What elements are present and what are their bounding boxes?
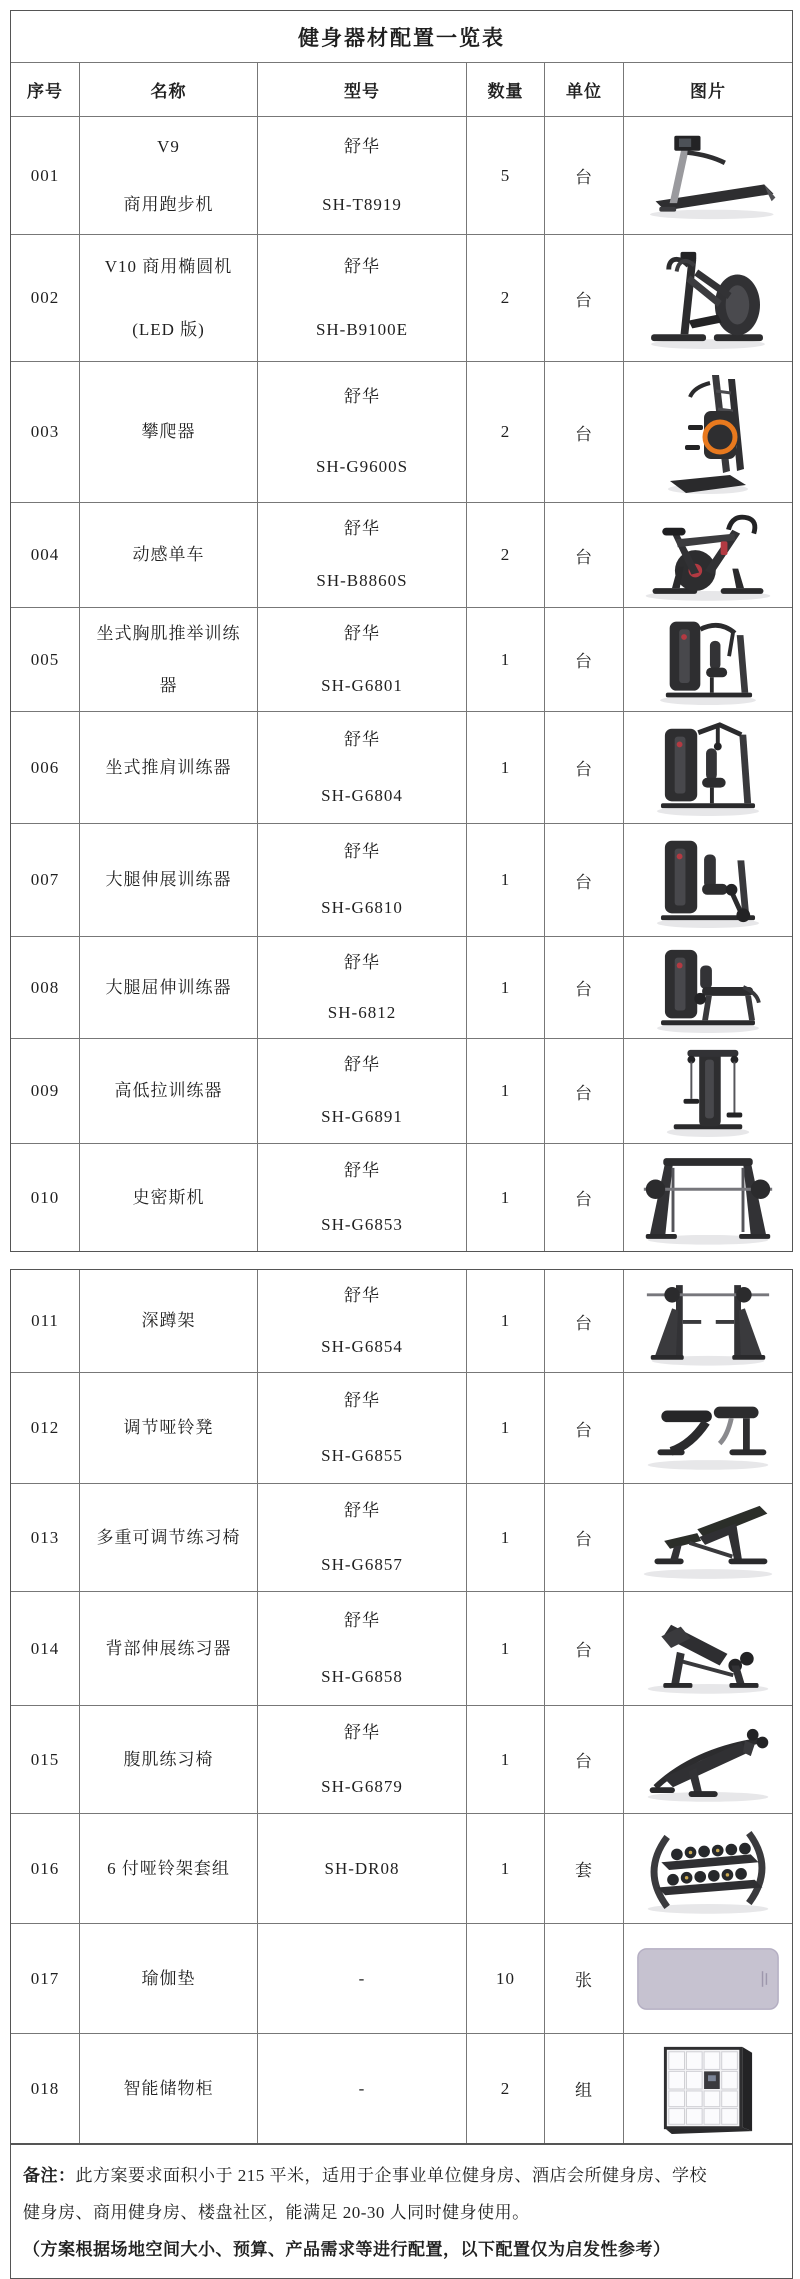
elliptical-image bbox=[643, 246, 773, 350]
equipment-name: 腹肌练习椅 bbox=[123, 1749, 214, 1769]
model-cell bbox=[257, 1270, 466, 1372]
unit-value: 台 bbox=[575, 168, 593, 187]
name-cell bbox=[79, 1484, 257, 1591]
equipment-name: 背部伸展练习器 bbox=[105, 1638, 232, 1658]
unit-cell bbox=[544, 608, 623, 711]
picture-cell bbox=[623, 1814, 792, 1923]
serial-cell bbox=[11, 1592, 79, 1705]
quantity-cell bbox=[466, 1039, 544, 1143]
table-row-018 bbox=[11, 2033, 792, 2143]
name-cell bbox=[79, 1039, 257, 1143]
table-row-008 bbox=[11, 936, 792, 1038]
model-number: 舒华 bbox=[344, 387, 380, 407]
model-number: SH-G6810 bbox=[321, 898, 403, 918]
name-cell bbox=[79, 2034, 257, 2143]
quantity-value: 1 bbox=[500, 649, 511, 669]
squat-rack-image bbox=[643, 1275, 773, 1367]
quantity-cell bbox=[466, 1924, 544, 2033]
quantity-value: 1 bbox=[500, 1638, 511, 1658]
table-row-010 bbox=[11, 1143, 792, 1251]
serial-number: 014 bbox=[30, 1638, 60, 1658]
unit-value: 台 bbox=[575, 1641, 593, 1660]
unit-value: 台 bbox=[575, 872, 593, 892]
serial-cell bbox=[11, 2034, 79, 2143]
serial-number: 004 bbox=[30, 545, 60, 564]
picture-cell bbox=[623, 2034, 792, 2143]
serial-cell bbox=[11, 1144, 79, 1251]
climber-image bbox=[662, 369, 754, 495]
notes-label: 备注： bbox=[23, 2166, 76, 2185]
leg-extension-image bbox=[649, 831, 767, 929]
picture-cell bbox=[623, 117, 792, 234]
table-row-013 bbox=[11, 1483, 792, 1591]
unit-cell bbox=[544, 1039, 623, 1143]
notes-text-1: 此方案要求面积小于 215 平米，适用于企事业单位健身房、酒店会所健身房、学校 bbox=[75, 2166, 707, 2185]
table-row-016 bbox=[11, 1813, 792, 1923]
serial-number: 011 bbox=[31, 1311, 59, 1330]
name-cell bbox=[79, 1924, 257, 2033]
name-cell bbox=[79, 235, 257, 361]
unit-cell bbox=[544, 937, 623, 1038]
column-header-quantity: 数量 bbox=[466, 63, 544, 116]
model-number: SH-G6855 bbox=[321, 1445, 403, 1465]
quantity-cell bbox=[466, 824, 544, 936]
picture-cell bbox=[623, 1270, 792, 1372]
picture-cell bbox=[623, 608, 792, 711]
quantity-value: 5 bbox=[500, 165, 511, 185]
unit-cell bbox=[544, 1924, 623, 2033]
model-number: SH-G6857 bbox=[321, 1554, 403, 1574]
picture-cell bbox=[623, 1706, 792, 1813]
model-cell bbox=[257, 1373, 466, 1483]
unit-value: 台 bbox=[575, 547, 593, 567]
name-cell bbox=[79, 937, 257, 1038]
serial-cell bbox=[11, 1039, 79, 1143]
back-extension-image bbox=[638, 1603, 778, 1695]
quantity-value: 1 bbox=[500, 757, 511, 777]
spin-bike-image bbox=[635, 508, 781, 602]
notes-line-1 bbox=[23, 2157, 780, 2194]
picture-cell bbox=[623, 1592, 792, 1705]
serial-number: 015 bbox=[30, 1749, 60, 1769]
model-number: SH-G6891 bbox=[321, 1107, 403, 1127]
unit-cell bbox=[544, 1592, 623, 1705]
unit-value: 台 bbox=[575, 290, 593, 310]
picture-cell bbox=[623, 503, 792, 607]
model-number: 舒华 bbox=[344, 1285, 380, 1305]
quantity-cell bbox=[466, 1484, 544, 1591]
model-number: 舒华 bbox=[344, 624, 380, 644]
name-cell bbox=[79, 117, 257, 234]
unit-value: 台 bbox=[575, 980, 593, 999]
model-number: - bbox=[358, 2078, 366, 2098]
table-row-011 bbox=[11, 1270, 792, 1372]
equipment-name: 智能储物柜 bbox=[123, 2078, 214, 2098]
picture-cell bbox=[623, 362, 792, 502]
model-cell bbox=[257, 1706, 466, 1813]
unit-value: 台 bbox=[575, 1752, 593, 1771]
unit-cell bbox=[544, 117, 623, 234]
quantity-cell bbox=[466, 117, 544, 234]
equipment-name: (LED 版) bbox=[132, 319, 205, 339]
quantity-value: 1 bbox=[500, 870, 511, 889]
quantity-value: 1 bbox=[500, 1418, 511, 1437]
serial-cell bbox=[11, 1706, 79, 1813]
quantity-value: 2 bbox=[500, 288, 511, 307]
unit-cell bbox=[544, 1270, 623, 1372]
serial-cell bbox=[11, 1484, 79, 1591]
picture-cell bbox=[623, 1144, 792, 1251]
serial-number: 008 bbox=[30, 977, 60, 997]
unit-cell bbox=[544, 235, 623, 361]
unit-value: 台 bbox=[575, 652, 593, 671]
flat-bench-image bbox=[638, 1385, 778, 1471]
serial-cell bbox=[11, 824, 79, 936]
unit-cell bbox=[544, 2034, 623, 2143]
locker-image bbox=[656, 2041, 760, 2137]
model-number: 舒华 bbox=[344, 256, 380, 276]
model-number: 舒华 bbox=[344, 1610, 380, 1630]
page-title: 健身器材配置一览表 bbox=[11, 11, 792, 63]
unit-cell bbox=[544, 1484, 623, 1591]
model-number: 舒华 bbox=[344, 1390, 380, 1410]
serial-cell bbox=[11, 117, 79, 234]
picture-cell bbox=[623, 1373, 792, 1483]
ab-bench-image bbox=[638, 1717, 778, 1803]
equipment-name: 史密斯机 bbox=[132, 1187, 205, 1207]
model-number: 舒华 bbox=[344, 952, 380, 972]
model-number: SH-G6804 bbox=[321, 785, 403, 805]
serial-cell bbox=[11, 1270, 79, 1372]
unit-cell bbox=[544, 712, 623, 823]
quantity-cell bbox=[466, 503, 544, 607]
unit-value: 台 bbox=[575, 1083, 593, 1103]
serial-number: 012 bbox=[30, 1418, 60, 1437]
serial-number: 002 bbox=[30, 288, 60, 307]
unit-value: 台 bbox=[575, 1190, 593, 1209]
unit-cell bbox=[544, 362, 623, 502]
table-body-part-2 bbox=[11, 1270, 792, 2143]
name-cell bbox=[79, 1144, 257, 1251]
unit-value: 台 bbox=[575, 424, 593, 444]
quantity-value: 1 bbox=[500, 1187, 511, 1207]
quantity-cell bbox=[466, 362, 544, 502]
notes-box bbox=[10, 2144, 793, 2279]
table-row-017 bbox=[11, 1923, 792, 2033]
equipment-name: 坐式胸肌推举训练 bbox=[96, 624, 241, 644]
model-number: SH-T8919 bbox=[322, 195, 402, 215]
quantity-value: 1 bbox=[500, 1858, 511, 1878]
table-body-part-1 bbox=[11, 116, 792, 1251]
name-cell bbox=[79, 1706, 257, 1813]
model-cell bbox=[257, 1144, 466, 1251]
serial-number: 018 bbox=[30, 2078, 60, 2098]
serial-number: 013 bbox=[30, 1527, 60, 1547]
table-section-gap bbox=[10, 1252, 793, 1269]
equipment-configuration-document bbox=[10, 10, 793, 2279]
quantity-value: 1 bbox=[500, 977, 511, 997]
table-row-007 bbox=[11, 823, 792, 936]
serial-cell bbox=[11, 503, 79, 607]
quantity-value: 1 bbox=[500, 1081, 511, 1100]
model-number: SH-DR08 bbox=[324, 1858, 400, 1878]
equipment-name: 大腿伸展训练器 bbox=[105, 870, 232, 890]
name-cell bbox=[79, 1592, 257, 1705]
quantity-cell bbox=[466, 1270, 544, 1372]
equipment-name: 大腿屈伸训练器 bbox=[105, 977, 232, 997]
equipment-name: 6 付哑铃架套组 bbox=[107, 1858, 230, 1878]
yoga-mat-image bbox=[633, 1942, 783, 2016]
equipment-name: 坐式推肩训练器 bbox=[105, 757, 232, 777]
serial-cell bbox=[11, 712, 79, 823]
model-number: 舒华 bbox=[344, 1161, 380, 1181]
model-cell bbox=[257, 824, 466, 936]
model-number: SH-G6879 bbox=[321, 1776, 403, 1796]
model-number: 舒华 bbox=[344, 1055, 380, 1075]
column-header-unit: 单位 bbox=[544, 63, 623, 116]
quantity-cell bbox=[466, 1706, 544, 1813]
hi-lo-pulley-image bbox=[660, 1044, 756, 1138]
model-number: SH-G6858 bbox=[321, 1667, 403, 1687]
table-row-002 bbox=[11, 234, 792, 361]
name-cell bbox=[79, 608, 257, 711]
model-number: 舒华 bbox=[344, 730, 380, 750]
model-number: 舒华 bbox=[344, 842, 380, 862]
equipment-name: 器 bbox=[159, 675, 178, 695]
quantity-value: 2 bbox=[500, 422, 511, 441]
column-header-serial: 序号 bbox=[27, 82, 63, 101]
model-number: SH-G9600S bbox=[315, 457, 409, 477]
name-cell bbox=[79, 824, 257, 936]
serial-cell bbox=[11, 1814, 79, 1923]
model-cell bbox=[257, 1039, 466, 1143]
quantity-cell bbox=[466, 608, 544, 711]
equipment-name: 调节哑铃凳 bbox=[123, 1418, 214, 1438]
dumbbell-rack-image bbox=[638, 1823, 778, 1915]
model-number: SH-G6853 bbox=[321, 1214, 403, 1234]
model-number: SH-G6854 bbox=[321, 1336, 403, 1356]
unit-value: 台 bbox=[575, 1530, 593, 1549]
picture-cell bbox=[623, 937, 792, 1038]
leg-curl-image bbox=[649, 942, 767, 1034]
serial-cell bbox=[11, 1373, 79, 1483]
name-cell bbox=[79, 1373, 257, 1483]
column-header-picture: 图片 bbox=[623, 63, 792, 116]
model-cell bbox=[257, 235, 466, 361]
picture-cell bbox=[623, 1484, 792, 1591]
model-number: 舒华 bbox=[344, 1501, 380, 1521]
quantity-cell bbox=[466, 712, 544, 823]
quantity-value: 2 bbox=[500, 2078, 511, 2098]
model-cell bbox=[257, 1814, 466, 1923]
unit-cell bbox=[544, 1706, 623, 1813]
model-cell bbox=[257, 1484, 466, 1591]
model-number: SH-B9100E bbox=[315, 319, 409, 339]
model-cell bbox=[257, 2034, 466, 2143]
unit-value: 台 bbox=[575, 1313, 593, 1333]
model-cell bbox=[257, 608, 466, 711]
unit-cell bbox=[544, 1373, 623, 1483]
unit-value: 张 bbox=[575, 1971, 593, 1990]
model-cell bbox=[257, 937, 466, 1038]
serial-number: 016 bbox=[30, 1858, 60, 1878]
equipment-name: 攀爬器 bbox=[141, 422, 196, 442]
picture-cell bbox=[623, 824, 792, 936]
shoulder-press-image bbox=[649, 719, 767, 817]
table-row-003 bbox=[11, 361, 792, 502]
serial-number: 001 bbox=[30, 165, 60, 185]
serial-number: 010 bbox=[30, 1187, 60, 1207]
equipment-name: 商用跑步机 bbox=[123, 195, 214, 215]
serial-cell bbox=[11, 937, 79, 1038]
serial-number: 009 bbox=[30, 1081, 60, 1100]
equipment-name: 瑜伽垫 bbox=[141, 1968, 196, 1988]
equipment-name: V10 商用椭圆机 bbox=[104, 256, 233, 276]
unit-value: 套 bbox=[575, 1861, 593, 1880]
table-row-012 bbox=[11, 1372, 792, 1483]
table-row-001 bbox=[11, 116, 792, 234]
model-number: - bbox=[358, 1968, 366, 1988]
unit-value: 台 bbox=[575, 1420, 593, 1440]
equipment-name: 深蹲架 bbox=[141, 1311, 196, 1331]
picture-cell bbox=[623, 1924, 792, 2033]
unit-cell bbox=[544, 1144, 623, 1251]
equipment-name: 多重可调节练习椅 bbox=[96, 1527, 241, 1547]
model-cell bbox=[257, 1924, 466, 2033]
quantity-cell bbox=[466, 1373, 544, 1483]
unit-cell bbox=[544, 503, 623, 607]
table-row-014 bbox=[11, 1591, 792, 1705]
model-cell bbox=[257, 1592, 466, 1705]
unit-value: 组 bbox=[575, 2081, 593, 2100]
table-row-009 bbox=[11, 1038, 792, 1143]
quantity-value: 1 bbox=[500, 1527, 511, 1547]
quantity-cell bbox=[466, 937, 544, 1038]
quantity-cell bbox=[466, 1592, 544, 1705]
serial-cell bbox=[11, 362, 79, 502]
equipment-name: 高低拉训练器 bbox=[114, 1081, 223, 1101]
quantity-value: 2 bbox=[500, 545, 511, 564]
column-header-name: 名称 bbox=[79, 63, 257, 116]
serial-number: 005 bbox=[30, 649, 60, 669]
model-number: 舒华 bbox=[344, 136, 380, 156]
serial-cell bbox=[11, 235, 79, 361]
quantity-value: 1 bbox=[500, 1311, 511, 1330]
name-cell bbox=[79, 712, 257, 823]
model-number: 舒华 bbox=[344, 519, 380, 539]
column-header-model: 型号 bbox=[257, 63, 466, 116]
quantity-cell bbox=[466, 1144, 544, 1251]
serial-number: 017 bbox=[30, 1968, 60, 1988]
model-number: SH-B8860S bbox=[316, 571, 408, 591]
model-cell bbox=[257, 503, 466, 607]
model-number: SH-6812 bbox=[327, 1003, 397, 1023]
unit-cell bbox=[544, 824, 623, 936]
quantity-cell bbox=[466, 1814, 544, 1923]
picture-cell bbox=[623, 1039, 792, 1143]
treadmill-image bbox=[633, 132, 783, 220]
name-cell bbox=[79, 362, 257, 502]
smith-machine-image bbox=[638, 1150, 778, 1246]
adjustable-bench-image bbox=[635, 1496, 781, 1580]
unit-value: 台 bbox=[575, 760, 593, 779]
quantity-value: 10 bbox=[496, 1968, 515, 1988]
picture-cell bbox=[623, 235, 792, 361]
serial-cell bbox=[11, 608, 79, 711]
table-row-015 bbox=[11, 1705, 792, 1813]
equipment-name: 动感单车 bbox=[132, 545, 205, 565]
model-cell bbox=[257, 117, 466, 234]
equipment-name: V9 bbox=[157, 136, 180, 156]
table-row-005 bbox=[11, 607, 792, 711]
model-cell bbox=[257, 362, 466, 502]
unit-cell bbox=[544, 1814, 623, 1923]
serial-cell bbox=[11, 1924, 79, 2033]
notes-line-2: 健身房、商用健身房、楼盘社区，能满足 20-30 人同时健身使用。 bbox=[23, 2203, 530, 2222]
name-cell bbox=[79, 1814, 257, 1923]
name-cell bbox=[79, 503, 257, 607]
serial-number: 003 bbox=[30, 422, 60, 441]
model-number: SH-G6801 bbox=[321, 675, 403, 695]
chest-press-image bbox=[652, 614, 764, 706]
model-number: 舒华 bbox=[344, 1723, 380, 1743]
serial-number: 006 bbox=[30, 757, 60, 777]
name-cell bbox=[79, 1270, 257, 1372]
equipment-table-part-2 bbox=[10, 1269, 793, 2144]
quantity-cell bbox=[466, 2034, 544, 2143]
picture-cell bbox=[623, 712, 792, 823]
model-cell bbox=[257, 712, 466, 823]
equipment-table-part-1 bbox=[10, 10, 793, 1252]
table-row-004 bbox=[11, 502, 792, 607]
serial-number: 007 bbox=[30, 870, 60, 889]
notes-line-3: （方案根据场地空间大小、预算、产品需求等进行配置，以下配置仅为启发性参考） bbox=[23, 2240, 671, 2259]
table-header-row bbox=[11, 63, 792, 116]
table-row-006 bbox=[11, 711, 792, 823]
quantity-cell bbox=[466, 235, 544, 361]
quantity-value: 1 bbox=[500, 1749, 511, 1769]
